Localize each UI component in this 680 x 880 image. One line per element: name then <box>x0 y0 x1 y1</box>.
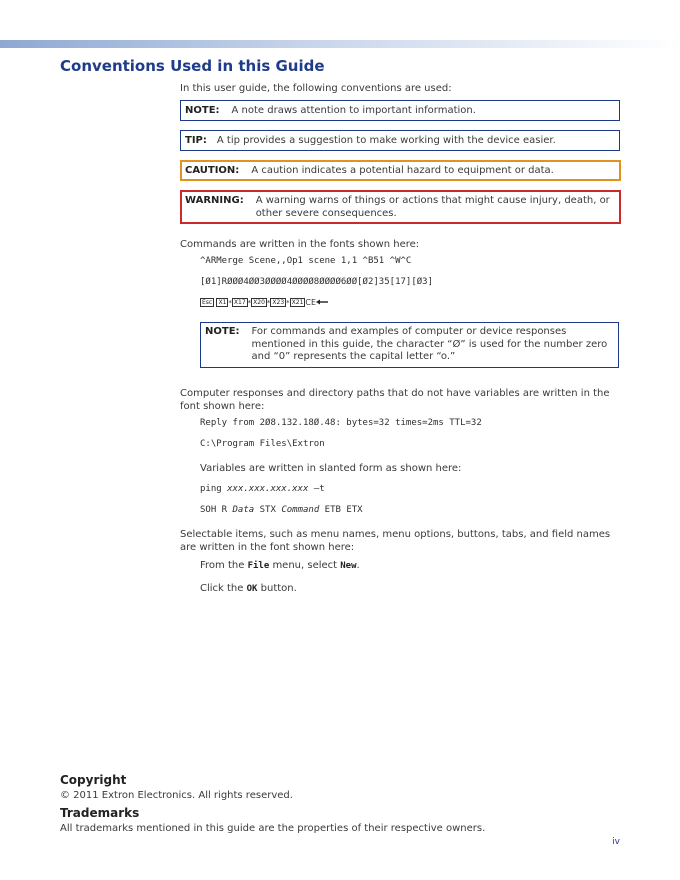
zero-note-text: For commands and examples of computer or device responses mentioned in this guide, the character “Ø” is used for the number zero and “0” represents the capital letter “o.” <box>251 326 608 362</box>
soh-data: Data <box>232 505 255 515</box>
ping-variable: xxx.xxx.xxx.xxx <box>227 484 309 494</box>
ok-line-end: button. <box>260 583 297 594</box>
command-tail: CE <box>305 298 317 307</box>
key-x23: X23 <box>272 299 285 306</box>
zero-note-callout <box>200 322 619 368</box>
warning-label: WARNING: <box>185 195 244 206</box>
tip-callout <box>180 130 620 151</box>
page-title: Conventions Used in this Guide <box>60 57 325 75</box>
tip-text: A tip provides a suggestion to make working with the device easier. <box>216 135 556 146</box>
sep-5: * <box>286 299 290 307</box>
command-line-2: [Ø1]RØØØ4ØØ3ØØØØ4ØØØØ8ØØØØ6ØØ[Ø2]35[17][Ø3] <box>200 277 433 287</box>
reply-line: Reply from 2Ø8.132.18Ø.48: bytes=32 times=2ms TTL=32 <box>200 418 482 428</box>
commands-intro: Commands are written in the fonts shown here: <box>180 239 420 250</box>
intro-text: In this user guide, the following conventions are used: <box>180 83 452 94</box>
selectable-intro: Selectable items, such as menu names, menu options, buttons, tabs, and field names are written in the font shown here: <box>180 529 611 553</box>
soh-start: SOH R <box>200 505 228 515</box>
header-gradient-bar <box>0 40 680 48</box>
key-esc: Esc <box>202 299 213 306</box>
file-menu-name: File <box>247 561 270 571</box>
tip-label: TIP: <box>185 135 207 146</box>
ping-flag: —t <box>313 484 325 494</box>
ok-button-name: OK <box>246 584 258 594</box>
page-number: iv <box>612 837 620 847</box>
sep-4: * <box>266 299 271 307</box>
caution-label: CAUTION: <box>185 165 240 176</box>
file-menu-line <box>200 559 360 573</box>
note-callout <box>180 100 620 121</box>
ping-line <box>200 484 325 494</box>
key-x20: X20 <box>253 299 265 306</box>
zero-note-label: NOTE: <box>205 326 240 337</box>
command-line-3 <box>200 298 328 307</box>
file-line-pre: From the <box>200 560 245 571</box>
key-x1: X1 <box>218 299 227 306</box>
trademarks-text: All trademarks mentioned in this guide are the properties of their respective owners. <box>60 823 486 834</box>
file-line-end: . <box>356 560 360 571</box>
sep-1: * <box>228 299 232 307</box>
warning-callout <box>180 190 621 224</box>
note-text: A note draws attention to important information. <box>231 105 476 116</box>
copyright-text: © 2011 Extron Electronics. All rights reserved. <box>60 790 293 801</box>
soh-line <box>200 505 363 515</box>
command-line-1: ^ARMerge Scene,,Op1 scene 1,1 ^B51 ^W^C <box>200 256 412 266</box>
ok-line-pre: Click the <box>200 583 244 594</box>
key-x17: X17 <box>233 299 246 306</box>
ping-cmd: ping <box>200 484 222 494</box>
copyright-heading: Copyright <box>60 773 127 787</box>
trademarks-heading: Trademarks <box>60 806 140 820</box>
caution-text: A caution indicates a potential hazard to equipment or data. <box>251 165 554 176</box>
ok-button-line <box>200 582 297 596</box>
note-label: NOTE: <box>185 105 220 116</box>
soh-command: Command <box>281 505 320 515</box>
enter-arrow-icon <box>316 299 328 307</box>
soh-stx: STX <box>259 505 276 515</box>
file-line-mid: menu, select <box>272 560 338 571</box>
new-menu-option: New <box>340 561 357 571</box>
responses-intro: Computer responses and directory paths that do not have variables are written in the font shown here: <box>180 388 610 412</box>
soh-end: ETB ETX <box>324 505 363 515</box>
variables-intro: Variables are written in slanted form as shown here: <box>200 463 462 474</box>
key-x21: X21 <box>291 299 304 306</box>
path-line: C:\Program Files\Extron <box>200 439 325 449</box>
caution-callout <box>180 160 621 181</box>
warning-text: A warning warns of things or actions that might cause injury, death, or other severe consequences. <box>255 195 610 219</box>
sep-2: * <box>247 299 252 307</box>
